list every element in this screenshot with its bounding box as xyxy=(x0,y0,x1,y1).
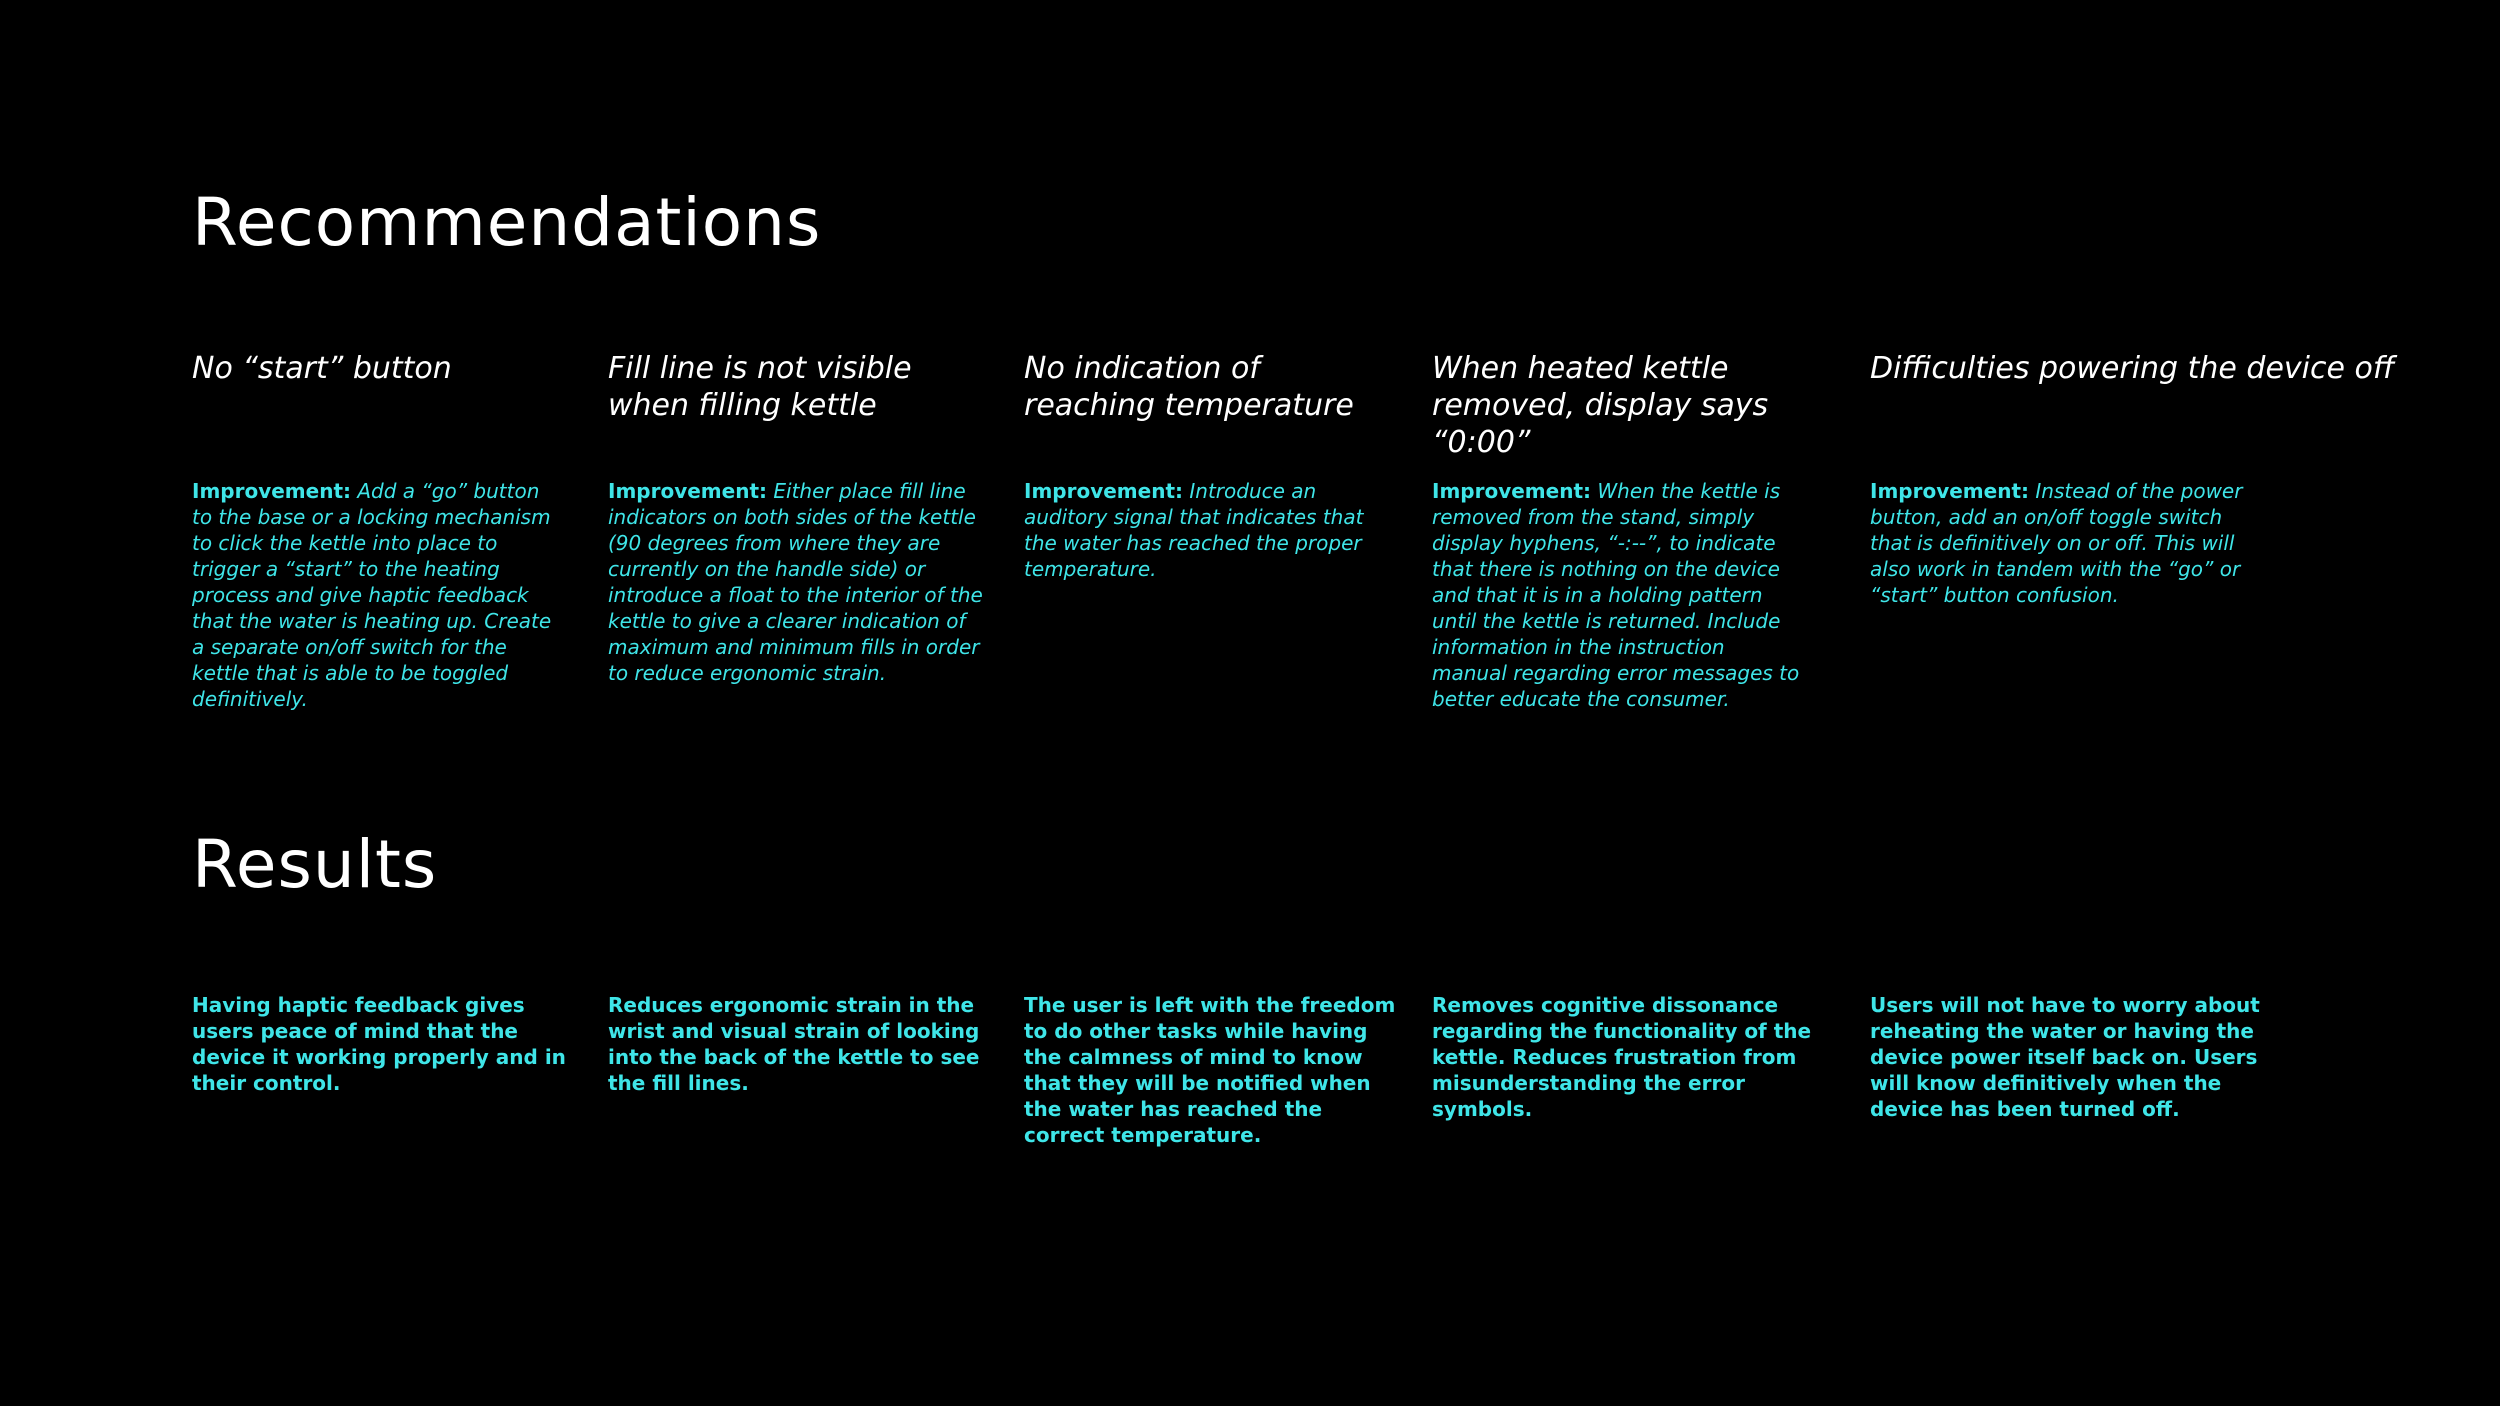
improvement-body: Add a “go” button to the base or a locking mechanism to click the kettle into place to trigger a “start” to the heating process and give haptic feedback that the water is heating up. Create a separate on/off switch for the kettle that is able to be toggled definitively. xyxy=(192,479,552,711)
improvement-label: Improvement: xyxy=(1432,479,1592,503)
improvement-body: When the kettle is removed from the stand, simply display hyphens, “-:--”, to indicate that there is nothing on the device and that it is in a holding pattern until the kettle is returned. Include information in the instruction manual regarding error messages to better educate the consumer. xyxy=(1432,479,1800,711)
improvement-text xyxy=(1024,478,1364,582)
result-text-power: Users will not have to worry about reheating the water or having the device power itself back on. Users will know definitively when the device has been turned off. xyxy=(1870,993,2260,1121)
improvement-text xyxy=(192,478,562,712)
result-text-cognitive: Removes cognitive dissonance regarding the functionality of the kettle. Reduces frustration from misunderstanding the error symbols. xyxy=(1432,993,1812,1121)
improvement-text xyxy=(1432,478,1802,712)
recommendation-column-temperature xyxy=(1024,350,1394,720)
result-text-haptic: Having haptic feedback gives users peace of mind that the device it working properly and in their control. xyxy=(192,993,566,1095)
recommendations-title: Recommendations xyxy=(192,184,822,261)
issue-heading: No indication of reaching temperature xyxy=(1024,351,1354,423)
recommendation-column-fill-line xyxy=(608,350,983,720)
issue-heading: Difficulties powering the device off xyxy=(1870,351,2395,386)
improvement-label: Improvement: xyxy=(608,479,768,503)
improvement-label: Improvement: xyxy=(192,479,352,503)
issue-heading: When heated kettle removed, display says “0:00” xyxy=(1432,351,1769,460)
issue-heading: No “start” button xyxy=(192,351,452,386)
improvement-text xyxy=(1870,478,2245,608)
improvement-text xyxy=(608,478,983,686)
improvement-body: Either place fill line indicators on both sides of the kettle (90 degrees from where they are currently on the handle side) or introduce a float to the interior of the kettle to give a clearer indication of maximum and minimum fills in order to reduce ergonomic strain. xyxy=(608,479,983,685)
result-text-temperature: The user is left with the freedom to do other tasks while having the calmness of mind to know that they will be notified when the water has reached the correct temperature. xyxy=(1024,993,1396,1147)
improvement-label: Improvement: xyxy=(1870,479,2030,503)
recommendation-column-display xyxy=(1432,350,1832,720)
recommendation-column-no-start-button xyxy=(192,350,562,720)
improvement-label: Improvement: xyxy=(1024,479,1184,503)
improvement-body: Instead of the power button, add an on/off toggle switch that is definitively on or off. This will also work in tandem with the “go” or “start” button confusion. xyxy=(1870,479,2243,607)
recommendation-column-power-off xyxy=(1870,350,2395,720)
improvement-body: Introduce an auditory signal that indicates that the water has reached the proper temperature. xyxy=(1024,479,1364,581)
issue-heading: Fill line is not visible when filling kettle xyxy=(608,351,912,423)
result-text-ergonomic: Reduces ergonomic strain in the wrist and visual strain of looking into the back of the kettle to see the fill lines. xyxy=(608,993,980,1095)
results-title: Results xyxy=(192,826,438,903)
